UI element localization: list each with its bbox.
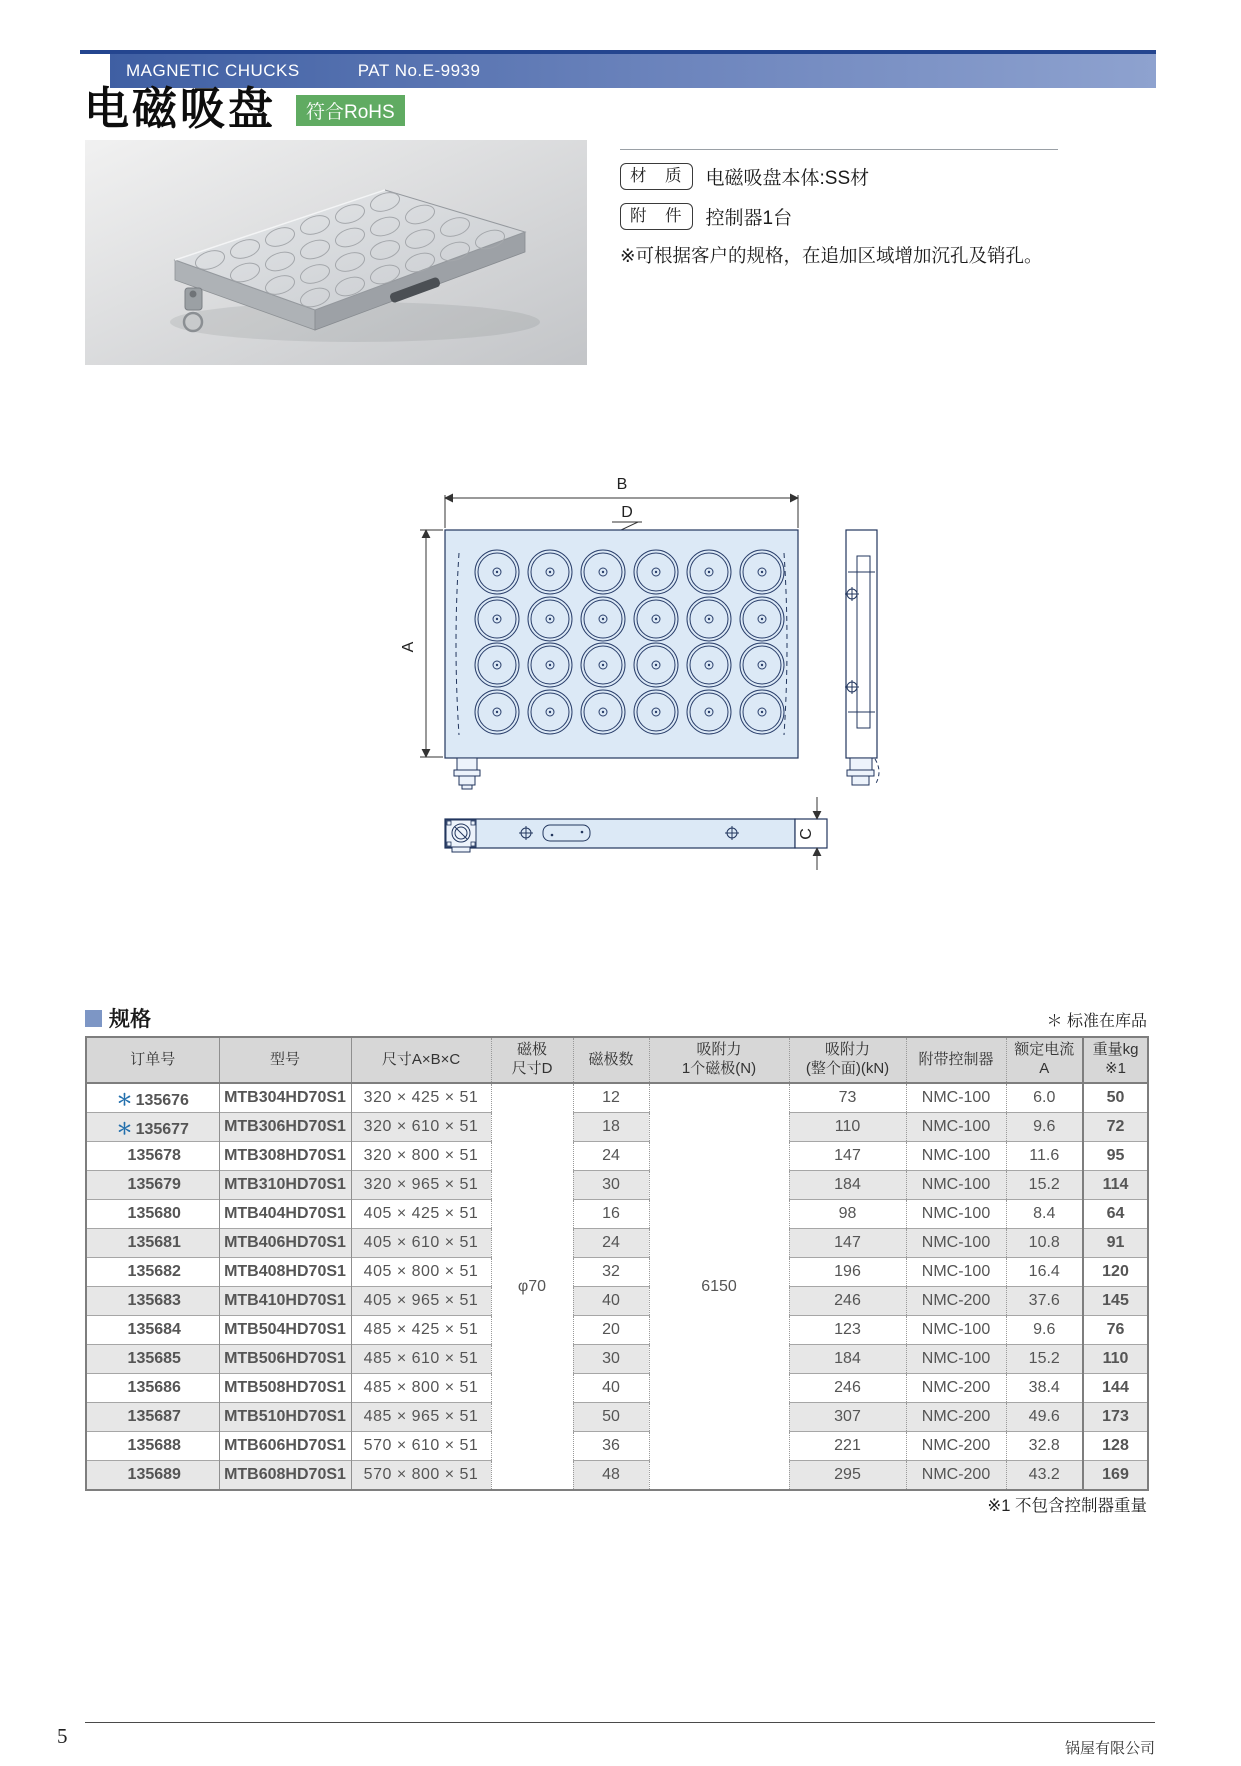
current-cell: 11.6 (1006, 1142, 1083, 1171)
current-cell: 37.6 (1006, 1287, 1083, 1316)
table-row (86, 1171, 1148, 1200)
controller-cell: NMC-100 (906, 1345, 1006, 1374)
size-cell: 485 × 800 × 51 (351, 1374, 491, 1403)
weight-cell: 169 (1083, 1461, 1148, 1491)
dimension-C (798, 797, 817, 870)
poles-cell: 32 (573, 1258, 649, 1287)
size-cell: 320 × 965 × 51 (351, 1171, 491, 1200)
force-total-cell: 246 (789, 1374, 906, 1403)
dim-a-label: A (400, 641, 417, 653)
poles-cell: 30 (573, 1345, 649, 1374)
controller-cell: NMC-100 (906, 1200, 1006, 1229)
order-cell: 135683 (86, 1287, 219, 1316)
force-total-cell: 295 (789, 1461, 906, 1491)
force-per-pole-cell: 6150 (649, 1083, 789, 1490)
order-cell: ＊ 135677 (86, 1113, 219, 1142)
order-cell: 135680 (86, 1200, 219, 1229)
size-cell: 320 × 425 × 51 (351, 1083, 491, 1113)
controller-cell: NMC-100 (906, 1171, 1006, 1200)
controller-cell: NMC-200 (906, 1403, 1006, 1432)
bottom-view (445, 819, 827, 852)
header-patent: PAT No.E-9939 (357, 61, 481, 80)
poles-cell: 36 (573, 1432, 649, 1461)
weight-cell: 144 (1083, 1374, 1148, 1403)
table-row (86, 1083, 1148, 1113)
page-number: 5 (57, 1724, 68, 1748)
front-view-connector (454, 758, 480, 789)
model-cell: MTB608HD70S1 (219, 1461, 351, 1491)
weight-cell: 173 (1083, 1403, 1148, 1432)
model-cell: MTB404HD70S1 (219, 1200, 351, 1229)
table-row (86, 1432, 1148, 1461)
material-value: 电磁吸盘本体:SS材 (705, 168, 870, 189)
side-view-connector (847, 758, 874, 785)
current-cell: 15.2 (1006, 1171, 1083, 1200)
current-cell: 38.4 (1006, 1374, 1083, 1403)
col-force-per-pole: 吸附力 1个磁极(N) (649, 1037, 789, 1083)
dimension-A (400, 530, 443, 757)
table-row (86, 1345, 1148, 1374)
model-cell: MTB408HD70S1 (219, 1258, 351, 1287)
poles-cell: 40 (573, 1374, 649, 1403)
controller-cell: NMC-200 (906, 1287, 1006, 1316)
order-cell: 135686 (86, 1374, 219, 1403)
dim-d-label: D (621, 504, 633, 521)
footer-company: 锅屋有限公司 (1064, 1740, 1155, 1757)
spec-section-title: 规格 (109, 1008, 151, 1031)
model-cell: MTB410HD70S1 (219, 1287, 351, 1316)
weight-cell: 64 (1083, 1200, 1148, 1229)
table-row (86, 1461, 1148, 1491)
model-cell: MTB606HD70S1 (219, 1432, 351, 1461)
current-cell: 43.2 (1006, 1461, 1083, 1491)
current-cell: 6.0 (1006, 1083, 1083, 1113)
size-cell: 485 × 610 × 51 (351, 1345, 491, 1374)
poles-cell: 20 (573, 1316, 649, 1345)
col-force-total: 吸附力 (整个面)(kN) (789, 1037, 906, 1083)
table-row (86, 1200, 1148, 1229)
model-cell: MTB306HD70S1 (219, 1113, 351, 1142)
controller-cell: NMC-100 (906, 1113, 1006, 1142)
force-total-cell: 98 (789, 1200, 906, 1229)
poles-cell: 50 (573, 1403, 649, 1432)
table-row (86, 1229, 1148, 1258)
size-cell: 405 × 965 × 51 (351, 1287, 491, 1316)
material-row (620, 163, 1058, 190)
weight-cell: 91 (1083, 1229, 1148, 1258)
current-cell: 16.4 (1006, 1258, 1083, 1287)
order-cell: 135678 (86, 1142, 219, 1171)
current-cell: 10.8 (1006, 1229, 1083, 1258)
order-cell: 135684 (86, 1316, 219, 1345)
header-category: MAGNETIC CHUCKS (126, 61, 300, 80)
table-row (86, 1287, 1148, 1316)
title-row (84, 83, 405, 134)
order-cell: 135681 (86, 1229, 219, 1258)
force-total-cell: 147 (789, 1142, 906, 1171)
table-row (86, 1316, 1148, 1345)
size-cell: 485 × 425 × 51 (351, 1316, 491, 1345)
controller-cell: NMC-200 (906, 1461, 1006, 1491)
accessory-label: 附 件 (620, 203, 693, 230)
col-controller: 附带控制器 (906, 1037, 1006, 1083)
force-total-cell: 246 (789, 1287, 906, 1316)
poles-cell: 48 (573, 1461, 649, 1491)
order-cell: 135679 (86, 1171, 219, 1200)
model-cell: MTB506HD70S1 (219, 1345, 351, 1374)
order-cell: 135687 (86, 1403, 219, 1432)
force-total-cell: 184 (789, 1345, 906, 1374)
size-cell: 320 × 610 × 51 (351, 1113, 491, 1142)
controller-cell: NMC-200 (906, 1374, 1006, 1403)
table-header-row (86, 1037, 1148, 1083)
info-block (620, 149, 1058, 268)
col-size: 尺寸A×B×C (351, 1037, 491, 1083)
order-cell: 135689 (86, 1461, 219, 1491)
section-marker-square (85, 1010, 102, 1027)
current-cell: 15.2 (1006, 1345, 1083, 1374)
stock-note: ＊ 标准在库品 (1046, 1013, 1147, 1030)
model-cell: MTB510HD70S1 (219, 1403, 351, 1432)
controller-cell: NMC-100 (906, 1229, 1006, 1258)
dim-b-label: B (616, 476, 628, 493)
poles-cell: 16 (573, 1200, 649, 1229)
weight-cell: 128 (1083, 1432, 1148, 1461)
model-cell: MTB504HD70S1 (219, 1316, 351, 1345)
size-cell: 320 × 800 × 51 (351, 1142, 491, 1171)
col-order: 订单号 (86, 1037, 219, 1083)
col-current: 额定电流 A (1006, 1037, 1083, 1083)
size-cell: 485 × 965 × 51 (351, 1403, 491, 1432)
weight-cell: 145 (1083, 1287, 1148, 1316)
col-model: 型号 (219, 1037, 351, 1083)
table-row (86, 1403, 1148, 1432)
force-total-cell: 123 (789, 1316, 906, 1345)
info-divider (620, 149, 1058, 150)
force-total-cell: 196 (789, 1258, 906, 1287)
poles-cell: 12 (573, 1083, 649, 1113)
weight-cell: 110 (1083, 1345, 1148, 1374)
force-total-cell: 110 (789, 1113, 906, 1142)
product-photo (85, 140, 587, 365)
order-cell: 135688 (86, 1432, 219, 1461)
controller-cell: NMC-200 (906, 1432, 1006, 1461)
front-view (445, 530, 798, 758)
poles-cell: 24 (573, 1142, 649, 1171)
accessory-value: 控制器1台 (705, 208, 793, 229)
table-row (86, 1113, 1148, 1142)
weight-cell: 95 (1083, 1142, 1148, 1171)
model-cell: MTB304HD70S1 (219, 1083, 351, 1113)
weight-cell: 76 (1083, 1316, 1148, 1345)
weight-cell: 114 (1083, 1171, 1148, 1200)
weight-cell: 72 (1083, 1113, 1148, 1142)
force-total-cell: 147 (789, 1229, 906, 1258)
current-cell: 9.6 (1006, 1113, 1083, 1142)
weight-cell: 50 (1083, 1083, 1148, 1113)
spec-section-header (85, 1003, 151, 1033)
model-cell: MTB508HD70S1 (219, 1374, 351, 1403)
model-cell: MTB406HD70S1 (219, 1229, 351, 1258)
weight-cell: 120 (1083, 1258, 1148, 1287)
order-cell: 135682 (86, 1258, 219, 1287)
force-total-cell: 73 (789, 1083, 906, 1113)
side-view (845, 530, 879, 785)
controller-cell: NMC-100 (906, 1083, 1006, 1113)
technical-drawing (380, 425, 880, 875)
poles-cell: 40 (573, 1287, 649, 1316)
page-title: 电磁吸盘 (84, 83, 277, 134)
pole-dia-cell: φ70 (491, 1083, 573, 1490)
order-cell: ＊ 135676 (86, 1083, 219, 1113)
accessory-row (620, 203, 1058, 230)
order-cell: 135685 (86, 1345, 219, 1374)
force-total-cell: 221 (789, 1432, 906, 1461)
custom-note: ※可根据客户的规格，在追加区域增加沉孔及销孔。 (620, 245, 1043, 266)
size-cell: 570 × 610 × 51 (351, 1432, 491, 1461)
poles-cell: 30 (573, 1171, 649, 1200)
model-cell: MTB308HD70S1 (219, 1142, 351, 1171)
current-cell: 32.8 (1006, 1432, 1083, 1461)
size-cell: 405 × 800 × 51 (351, 1258, 491, 1287)
current-cell: 8.4 (1006, 1200, 1083, 1229)
poles-cell: 18 (573, 1113, 649, 1142)
dim-c-label: C (798, 828, 815, 840)
force-total-cell: 184 (789, 1171, 906, 1200)
col-poles: 磁极数 (573, 1037, 649, 1083)
current-cell: 9.6 (1006, 1316, 1083, 1345)
current-cell: 49.6 (1006, 1403, 1083, 1432)
size-cell: 405 × 610 × 51 (351, 1229, 491, 1258)
col-weight: 重量kg ※1 (1083, 1037, 1148, 1083)
controller-cell: NMC-100 (906, 1316, 1006, 1345)
model-cell: MTB310HD70S1 (219, 1171, 351, 1200)
rohs-badge: 符合RoHS (296, 95, 405, 126)
spec-table (85, 1036, 1149, 1491)
table-row (86, 1258, 1148, 1287)
poles-cell: 24 (573, 1229, 649, 1258)
controller-cell: NMC-100 (906, 1142, 1006, 1171)
table-footnote: ※1 不包含控制器重量 (987, 1497, 1147, 1515)
force-total-cell: 307 (789, 1403, 906, 1432)
size-cell: 405 × 425 × 51 (351, 1200, 491, 1229)
footer-rule (85, 1722, 1155, 1723)
table-row (86, 1142, 1148, 1171)
col-pole-dia: 磁极 尺寸D (491, 1037, 573, 1083)
controller-cell: NMC-100 (906, 1258, 1006, 1287)
material-label: 材 质 (620, 163, 693, 190)
size-cell: 570 × 800 × 51 (351, 1461, 491, 1491)
table-row (86, 1374, 1148, 1403)
